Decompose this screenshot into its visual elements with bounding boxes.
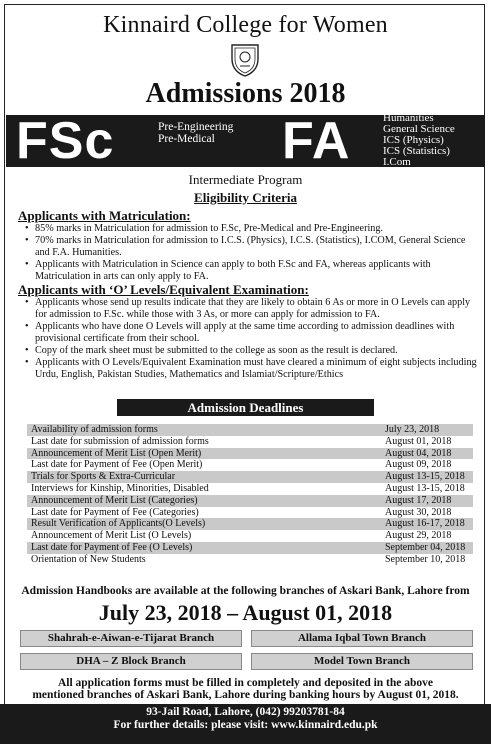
list-item: • 85% marks in Matriculation for admission to F.Sc, Pre-Medical and Pre-Engineering.: [35, 223, 478, 235]
list-item: • Applicants who have done O Levels will apply at the same time according to admission deadlines with provisional certificate from their school.: [35, 321, 478, 345]
fsc-group: Pre-Medical: [158, 133, 215, 145]
deadline-event: Announcement of Merit List (O Levels): [31, 530, 192, 542]
branch-box: Allama Iqbal Town Branch: [251, 630, 473, 647]
fa-group: Humanities: [383, 112, 434, 124]
deadline-event: Announcement of Merit List (Open Merit): [27, 448, 381, 460]
deadline-date: August 04, 2018: [381, 448, 473, 460]
deadline-event: Orientation of New Students: [31, 553, 146, 565]
deadline-date: August 17, 2018: [381, 495, 473, 507]
deadline-date: August 13-15, 2018: [381, 471, 473, 483]
table-row: [27, 530, 473, 542]
olevels-section: [18, 282, 478, 381]
deadline-event: Interviews for Kinship, Minorities, Disabled: [31, 482, 209, 494]
deadline-event: Last date for Payment of Fee (Categories): [31, 506, 199, 518]
table-row: [27, 495, 473, 507]
fa-label: FA: [282, 112, 351, 170]
table-row: [27, 542, 473, 554]
deadline-date: August 30, 2018: [385, 506, 452, 518]
table-row: [27, 448, 473, 460]
table-row: [27, 424, 473, 436]
table-row: [27, 507, 473, 519]
matriculation-heading: Applicants with Matriculation:: [18, 208, 191, 223]
list-item: • Copy of the mark sheet must be submitted to the college as soon as the result is declared.: [35, 345, 478, 357]
table-row: [27, 436, 473, 448]
list-item: • Applicants with Matriculation in Science can apply to both F.Sc and FA, whereas applicants with Matriculation in arts can only apply to FA.: [35, 259, 478, 283]
fsc-group: Pre-Engineering: [158, 121, 234, 133]
list-item: • 70% marks in Matriculation for admission to I.C.S. (Physics), I.C.S. (Statistics), I.COM, General Science and F.A. Humanities.: [35, 235, 478, 259]
deadline-event: Trials for Sports & Extra-Curricular: [27, 471, 381, 483]
table-row: [27, 459, 473, 471]
deadline-event: Last date for Payment of Fee (O Levels): [27, 542, 381, 554]
deadline-date: July 23, 2018: [381, 424, 473, 436]
handbooks-line: Admission Handbooks are available at the following branches of Askari Bank, Lahore from: [21, 585, 470, 597]
table-row: [27, 483, 473, 495]
deadline-date: September 10, 2018: [385, 553, 466, 565]
footer-address: 93-Jail Road, Lahore, (042) 99203781-84: [146, 706, 345, 718]
table-row: [27, 518, 473, 530]
deadline-date: August 16-17, 2018: [381, 518, 473, 530]
fa-group: I.Com: [383, 156, 411, 168]
deadline-date: August 01, 2018: [385, 435, 452, 447]
deadline-event: Result Verification of Applicants(O Levels): [27, 518, 381, 530]
branch-box: Model Town Branch: [251, 653, 473, 670]
apply-note-line: mentioned branches of Askari Bank, Lahore during banking hours by August 01, 2018.: [32, 689, 459, 701]
fa-group: ICS (Physics): [383, 134, 444, 146]
apply-note: [20, 677, 471, 701]
eligibility-title: Eligibility Criteria: [194, 190, 297, 205]
fa-group: General Science: [383, 123, 455, 135]
deadline-date: August 29, 2018: [385, 530, 452, 542]
admissions-title: Admissions 2018: [145, 78, 346, 109]
branch-box: DHA – Z Block Branch: [20, 653, 242, 670]
deadline-event: Availability of admission forms: [27, 424, 381, 436]
deadline-event: Last date for submission of admission forms: [31, 435, 209, 447]
college-name: Kinnaird College for Women: [103, 12, 388, 38]
deadline-date: August 13-15, 2018: [385, 482, 465, 494]
fsc-label: FSc: [16, 112, 115, 170]
apply-note-line: All application forms must be filled in completely and deposited in the above: [57, 677, 434, 689]
list-item: • Applicants with O Levels/Equivalent Examination must have cleared a minimum of eight subjects including Urdu, English, Pakistan Studies, Mathematics and Islamiat/Scripture/Ethics: [35, 357, 478, 381]
table-row: [27, 554, 473, 566]
deadline-event: Last date for Payment of Fee (Open Merit): [31, 459, 203, 471]
table-row: [27, 471, 473, 483]
footer-bar: [0, 704, 491, 744]
deadline-date: August 09, 2018: [385, 459, 452, 471]
fsc-groups: [158, 121, 233, 145]
fa-groups: [383, 113, 455, 168]
deadline-event: Announcement of Merit List (Categories): [27, 495, 381, 507]
deadline-date: September 04, 2018: [381, 542, 473, 554]
college-crest-icon: [229, 42, 261, 78]
olevels-heading: Applicants with ‘O’ Levels/Equivalent Examination:: [18, 282, 309, 297]
list-item: • Applicants whose send up results indicate that they are likely to obtain 6 As or more in O Levels can apply for admission to F.Sc. while those with 3 As, or more can apply for admission to FA.: [35, 297, 478, 321]
fa-group: ICS (Statistics): [383, 145, 450, 157]
branch-box: Shahrah-e-Aiwan-e-Tijarat Branch: [20, 630, 242, 647]
deadlines-table: [27, 424, 473, 566]
footer-website: For further details: please visit: www.kinnaird.edu.pk: [113, 719, 378, 731]
matriculation-section: [18, 208, 478, 283]
date-range: July 23, 2018 – August 01, 2018: [98, 600, 393, 625]
deadlines-title: Admission Deadlines: [117, 399, 374, 416]
intermediate-program: Intermediate Program: [188, 172, 303, 187]
